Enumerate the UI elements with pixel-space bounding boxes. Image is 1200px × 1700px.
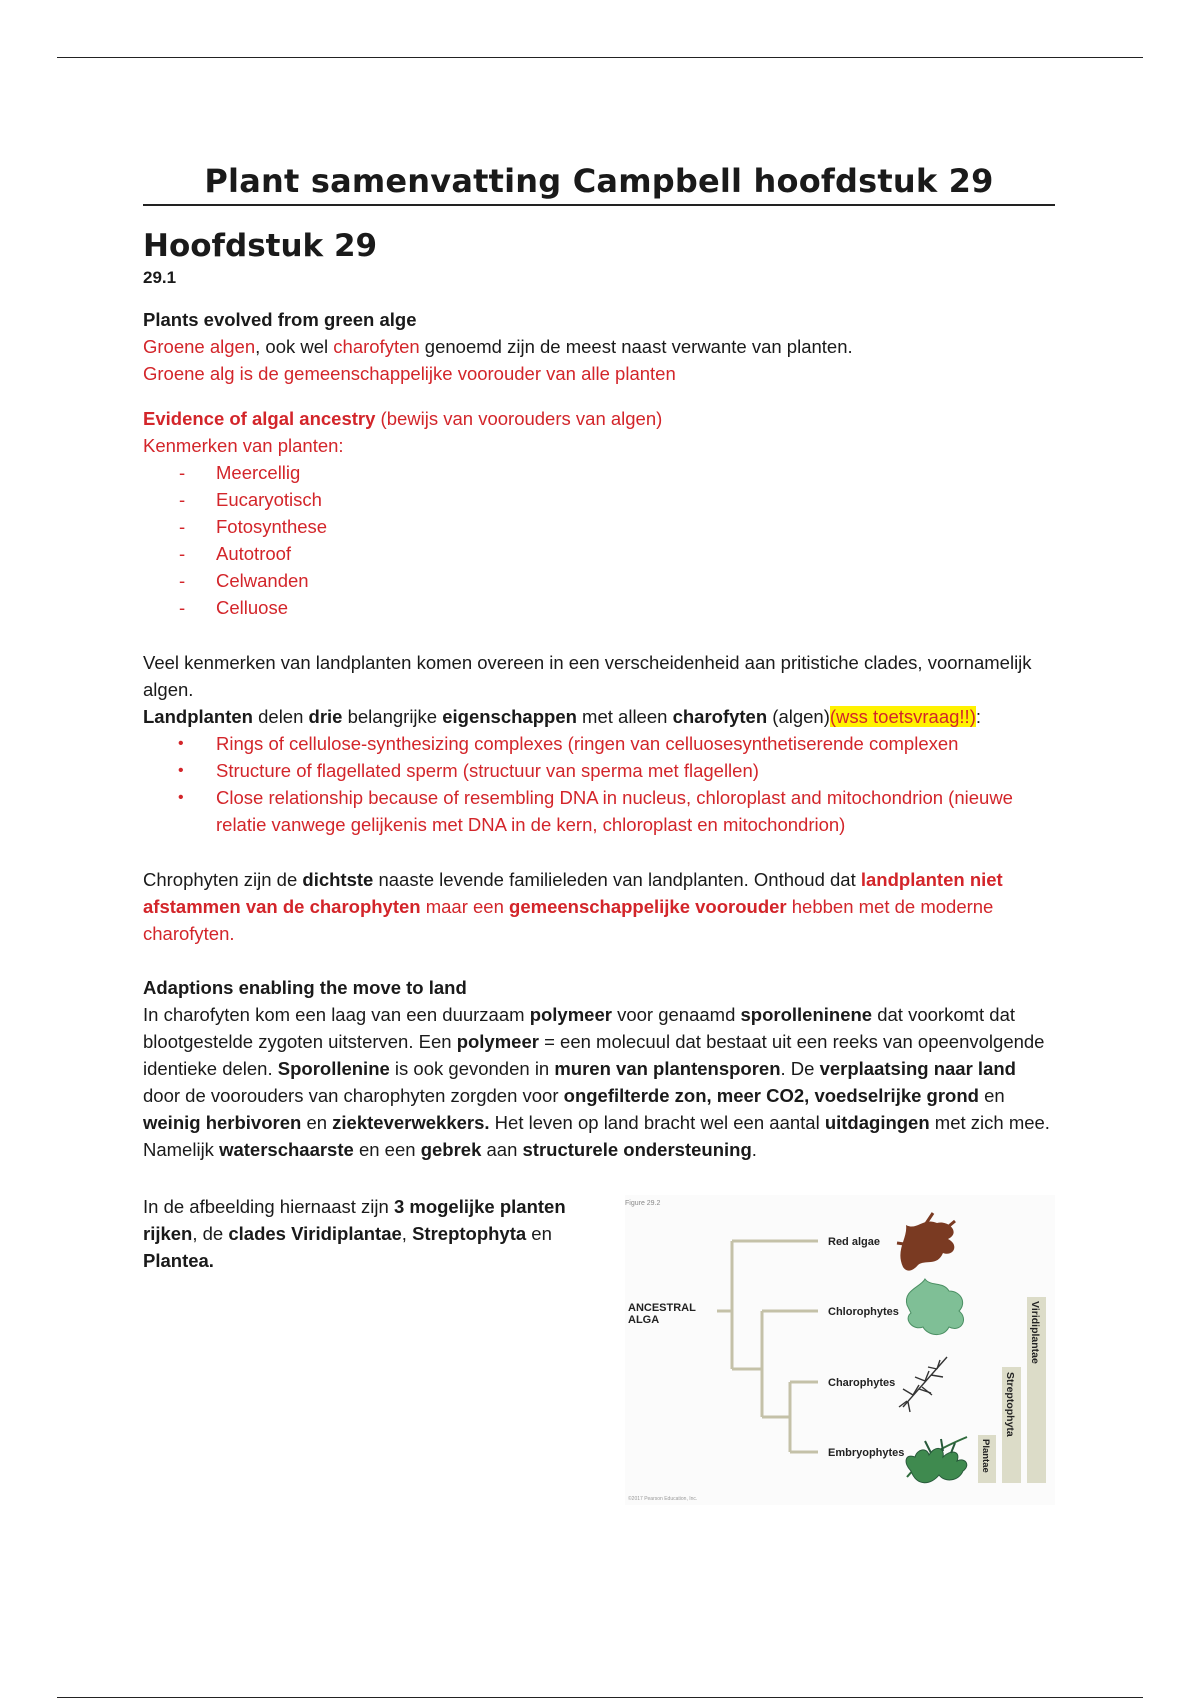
s3-paragraph2: Landplanten delen drie belangrijke eigenschappen met alleen charofyten (algen)(wss toetsvraag!!): xyxy=(143,706,982,727)
exam-highlight: (wss toetsvraag!!) xyxy=(829,706,976,727)
chapter-heading: Hoofdstuk 29 xyxy=(143,228,378,264)
s3-paragraph1: Veel kenmerken van landplanten komen overeen in een verscheidenheid aan pritistiche clades, voornamelijk algen. xyxy=(143,652,1032,700)
section-number: 29.1 xyxy=(143,268,177,287)
document-title: Plant samenvatting Campbell hoofdstuk 29 xyxy=(143,162,1055,206)
list-item: - Meercellig xyxy=(179,462,301,483)
document-page xyxy=(143,162,1055,1513)
clade-label-plantae: Plantae xyxy=(980,1439,991,1473)
taxon-label-embryophytes: Embryophytes xyxy=(828,1447,905,1459)
list-item: - Fotosynthese xyxy=(179,516,328,537)
s1-line2: Groene alg is de gemeenschappelijke voorouder van alle planten xyxy=(143,363,676,384)
footer-rule xyxy=(57,1697,1143,1698)
list-item: • Close relationship because of resembling DNA in nucleus, chloroplast and mitochondrion (nieuwe relatie vanwege gelijkenis met DNA in de kern, chloroplast en mitochondrion) xyxy=(178,787,1013,835)
clade-label-streptophyta: Streptophyta xyxy=(1004,1372,1016,1437)
list-item: - Autotroof xyxy=(179,543,292,564)
list-item: • Rings of cellulose-synthesizing complexes (ringen van celluosesynthetiserende complexen xyxy=(178,733,959,754)
list-item: - Eucaryotisch xyxy=(179,489,322,510)
s1-line1: Groene algen, ook wel charofyten genoemd zijn de meest naast verwante van planten. xyxy=(143,336,853,357)
clade-label-viridiplantae: Viridiplantae xyxy=(1029,1301,1041,1364)
shared-traits-list xyxy=(143,730,1055,838)
list-item: - Celluose xyxy=(179,597,288,618)
s2-intro: Kenmerken van planten: xyxy=(143,435,344,456)
figure-section xyxy=(143,1193,1055,1513)
s6-paragraph: In de afbeelding hiernaast zijn 3 mogelijke planten rijken, de clades Viridiplantae, Streptophyta en Plantea. xyxy=(143,1196,566,1271)
taxon-label-charophytes: Charophytes xyxy=(828,1377,896,1389)
figure-credit: ©2017 Pearson Education, Inc. xyxy=(628,1496,698,1502)
taxon-label-chlorophytes: Chlorophytes xyxy=(828,1306,899,1318)
traits-list xyxy=(143,459,1055,621)
taxon-label-red-algae: Red algae xyxy=(828,1236,880,1248)
s2-title: Evidence of algal ancestry (bewijs van voorouders van algen) xyxy=(143,408,663,429)
figure-caption: Figure 29.2 xyxy=(625,1200,661,1207)
s4-paragraph: Chrophyten zijn de dichtste naaste levende familieleden van landplanten. Onthoud dat landplanten niet afstammen van de charophyten maar een gemeenschappelijke voorouder hebben met de moderne charofyten. xyxy=(143,869,1003,944)
root-label-line1: ANCESTRAL xyxy=(628,1302,696,1314)
s5-paragraph: In charofyten kom een laag van een duurzaam polymeer voor genaamd sporolleninene dat voorkomt dat blootgestelde zygoten uitsterven. Een polymeer = een molecuul dat bestaat uit een reeks van opeenvolgende identieke delen. Sporollenine is ook gevonden in muren van plantensporen. De verplaatsing naar land door de voorouders van charophyten zorgden voor ongefilterde zon, meer CO2, voedselrijke grond en weinig herbivoren en ziekteverwekkers. Het leven op land bracht wel een aantal uitdagingen met zich mee. Namelijk waterschaarste en een gebrek aan structurele ondersteuning. xyxy=(143,1004,1050,1160)
list-item: - Celwanden xyxy=(179,570,309,591)
phylogeny-figure xyxy=(625,1195,1055,1505)
root-label-line2: ALGA xyxy=(628,1314,660,1326)
header-rule xyxy=(57,57,1143,58)
s1-title: Plants evolved from green alge xyxy=(143,309,417,330)
s5-title: Adaptions enabling the move to land xyxy=(143,977,467,998)
list-item: • Structure of flagellated sperm (structuur van sperma met flagellen) xyxy=(178,760,759,781)
